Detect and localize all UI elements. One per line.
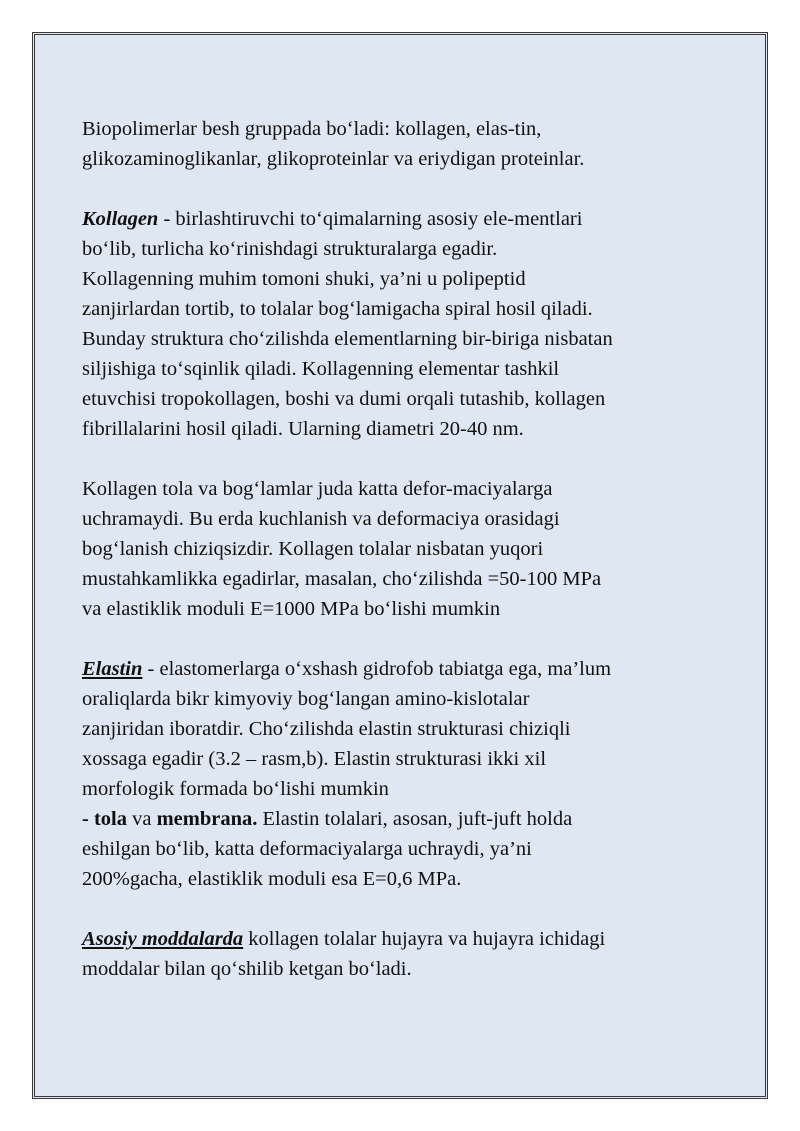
term-elastin: Elastin (82, 658, 143, 680)
text-line: Kollagenning muhim tomoni shuki, ya’ni u polipeptid (82, 268, 526, 290)
paragraph-asosiy-moddalar (82, 924, 722, 984)
text-line: morfologik formada bo‘lishi mumkin (82, 778, 389, 800)
text-span: - birlashtiruvchi to‘qimalarning asosiy ele-mentlari (158, 208, 583, 230)
paragraph-elastin (82, 654, 722, 894)
document-body (82, 114, 722, 1014)
text-line: fibrillalarini hosil qiladi. Ularning diametri 20-40 nm. (82, 418, 524, 440)
text-line: etuvchisi tropokollagen, boshi va dumi orqali tutashib, kollagen (82, 388, 606, 410)
text-line: Bunday struktura cho‘zilishda elementlarning bir-biriga nisbatan (82, 328, 613, 350)
text-line: xossaga egadir (3.2 – rasm,b). Elastin strukturasi ikki xil (82, 748, 547, 770)
text-line: moddalar bilan qo‘shilib ketgan bo‘ladi. (82, 958, 412, 980)
text-line: bog‘lanish chiziqsizdir. Kollagen tolalar nisbatan yuqori (82, 538, 544, 560)
text-span: Elastin tolalari, asosan, juft-juft holda (257, 808, 573, 830)
text-line: glikozaminoglikanlar, glikoproteinlar va eriydigan proteinlar. (82, 148, 585, 170)
text-line: uchramaydi. Bu erda kuchlanish va deformaciya orasidagi (82, 508, 560, 530)
text-line: oraliqlarda bikr kimyoviy bog‘langan amino-kislotalar (82, 688, 530, 710)
text-line: Biopolimerlar besh gruppada bo‘ladi: kollagen, elas-tin, (82, 118, 542, 140)
text-line: siljishiga to‘sqinlik qiladi. Kollagenning elementar tashkil (82, 358, 560, 380)
text-line: Kollagen tola va bog‘lamlar juda katta defor-maciyalarga (82, 478, 553, 500)
text-line: 200%gacha, elastiklik moduli esa E=0,6 MPa. (82, 868, 462, 890)
text-line: bo‘lib, turlicha ko‘rinishdagi strukturalarga egadir. (82, 238, 498, 260)
text-line: eshilgan bo‘lib, katta deformaciyalarga uchraydi, ya’ni (82, 838, 532, 860)
text-line: zanjirlardan tortib, to tolalar bog‘lamigacha spiral hosil qiladi. (82, 298, 593, 320)
paragraph-kollagen (82, 204, 722, 444)
text-line (82, 804, 722, 834)
text-line: mustahkamlikka egadirlar, masalan, cho‘zilishda =50-100 MPa (82, 568, 602, 590)
text-span: kollagen tolalar hujayra va hujayra ichidagi (243, 928, 606, 950)
term-asosiy-moddalarda: Asosiy moddalarda (82, 928, 244, 950)
text-line (82, 924, 722, 954)
text-span: - elastomerlarga o‘xshash gidrofob tabiatga ega, ma’lum (142, 658, 612, 680)
term-membrana: membrana. (156, 808, 258, 830)
text-line (82, 204, 722, 234)
paragraph-intro (82, 114, 722, 174)
text-span: va (126, 808, 157, 830)
term-tola: tola (93, 808, 127, 830)
text-line: zanjiridan iboratdir. Cho‘zilishda elastin strukturasi chiziqli (82, 718, 571, 740)
list-dash: - (82, 808, 94, 830)
paragraph-kollagen-properties (82, 474, 722, 624)
term-kollagen: Kollagen (82, 208, 159, 230)
text-line: va elastiklik moduli E=1000 MPa bo‘lishi mumkin (82, 598, 501, 620)
text-line (82, 654, 722, 684)
